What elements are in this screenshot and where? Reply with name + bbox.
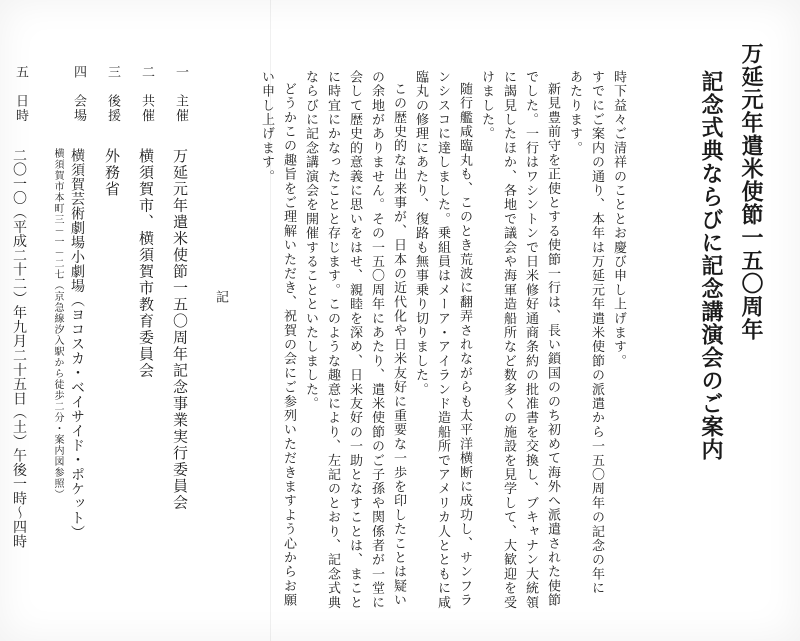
body-line-10: 臨丸の修理にあたり、復路も無事乗り切りました。 (413, 70, 428, 397)
body-line-3: あたります。 (567, 70, 582, 156)
body-line-17: い申し上げます。 (259, 70, 274, 184)
item5-label: 五 日時 (13, 65, 28, 123)
body-line-1: 時下益々ご清祥のこととお慶び申し上げます。 (611, 70, 626, 369)
title-line-1: 万延元年遣米使節一五〇周年 (738, 42, 764, 341)
body-line-14: に時宜にかなったことと存じます。このような趣意により、左記のとおり、記念式典 (325, 70, 340, 610)
body-line-5: でした。一行はワシントンで日米修好通商条約の批准書を交換し、ブキャナン大統領 (523, 70, 538, 610)
ki-heading: 記 (213, 290, 228, 305)
item5-value: 二〇一〇（平成二十二）年九月二十五日（土）午後一時～四時 (11, 148, 27, 549)
item3-value: 外務省 (103, 148, 121, 198)
item2-value: 横須賀市、横須賀市教育委員会 (137, 148, 155, 379)
body-line-13: 会して歴史的意義に思いをはせ、親睦を深め、日米友好の一助となすことは、まこと (347, 70, 362, 610)
item1-value: 万延元年遣米使節一五〇周年記念事業実行委員会 (171, 148, 189, 511)
item2-label: 二 共催 (139, 65, 154, 123)
item4-address: 横須賀市本町三－一－二七（京急線汐入駅から徒歩二分・案内図参照） (52, 148, 63, 500)
body-line-7: けました。 (479, 70, 494, 141)
body-line-15: ならびに記念講演会を開催することといたしました。 (303, 70, 318, 411)
item3-label: 三 後援 (105, 65, 120, 123)
body-line-11: この歴史的な出来事が、日本の近代化や日米友好に重要な一歩を印したことは疑い (391, 82, 406, 608)
item1-label: 一 主催 (173, 65, 188, 123)
body-line-16: どうかこの趣旨をご理解いただき、祝賀の会にご参列いただきますよう心からお願 (281, 82, 296, 608)
body-line-9: ンシスコに達しました。乗組員はメーア・アイランド造船所でアメリカ人とともに咸 (435, 70, 450, 610)
body-line-8: 随行艦咸臨丸も、このとき荒波に翻弄されながらも太平洋横断に成功し、サンフラ (457, 82, 472, 608)
item4-value: 横須賀芸術劇場小劇場（ヨコスカ・ベイサイド・ポケット） (69, 148, 85, 540)
title-line-2: 記念式典ならびに記念講演会のご案内 (698, 70, 724, 461)
body-line-12: の余地がありません。その一五〇周年にあたり、遣米使節のご子孫や関係者が一堂に (369, 70, 384, 610)
body-line-6: に謁見したほか、各地で議会や海軍造船所など数多くの施設を見学して、大歓迎を受 (501, 70, 516, 610)
item4-label: 四 会場 (71, 65, 86, 123)
body-line-4: 新見豊前守を正使とする使節一行は、長い鎖国ののち初めて海外へ派遣された使節 (545, 82, 560, 608)
body-line-2: すでにご案内の通り、本年は万延元年遣米使節の派遣から一五〇周年の記念の年に (589, 70, 604, 596)
